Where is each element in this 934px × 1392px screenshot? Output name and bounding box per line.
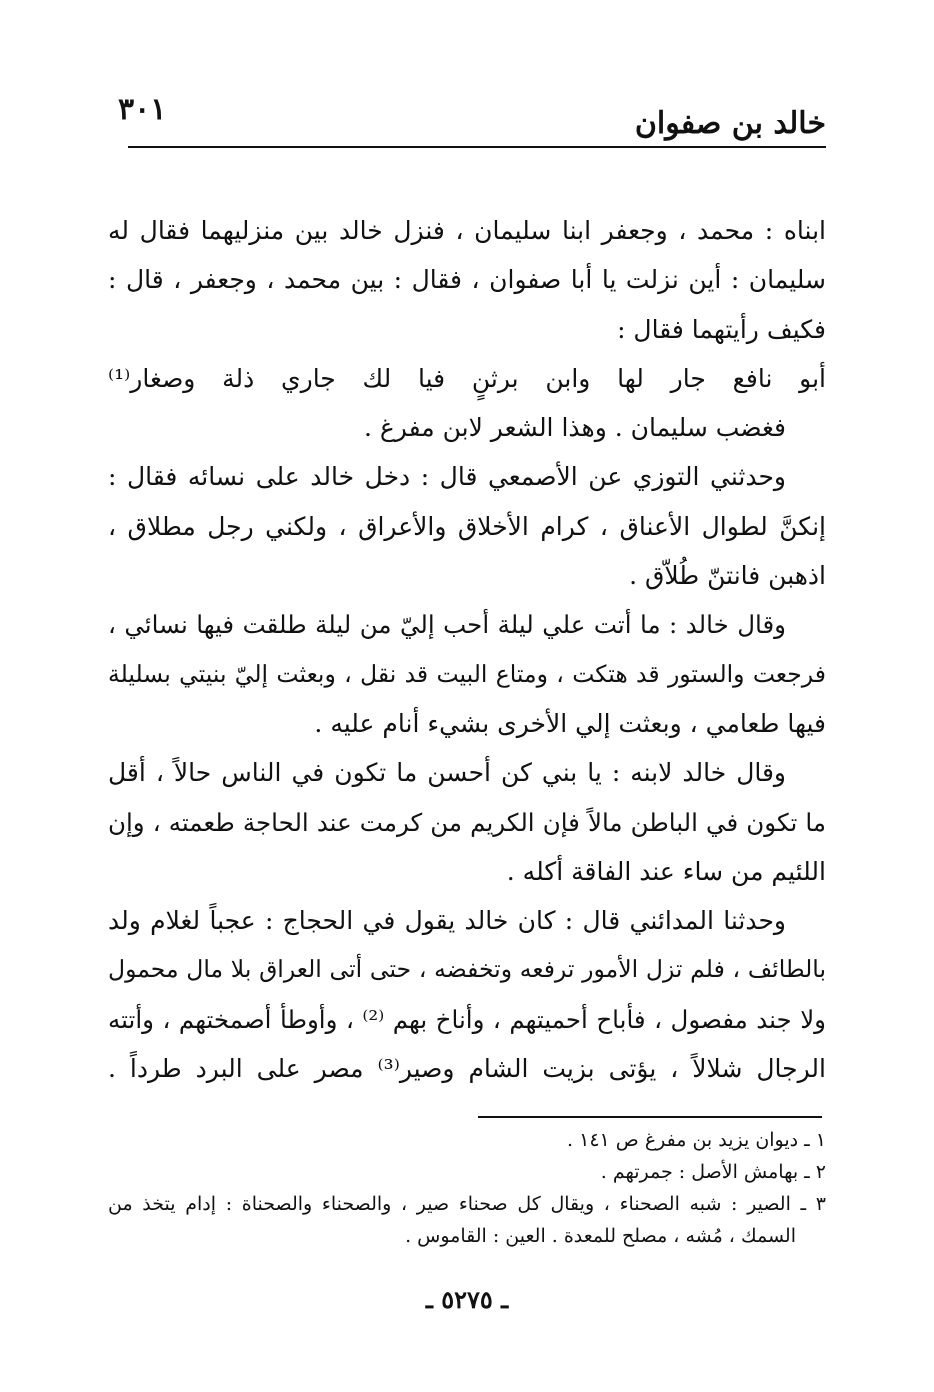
footnotes [108,1124,826,1252]
header-rule [128,146,826,148]
footnote-continuation: السمك ، مُشه ، مصلح للمعدة . العين : القاموس . [405,1225,796,1247]
footnote-rule [478,1116,822,1118]
text-line: اللئيم من ساء عند الفاقة أكله . [506,856,826,886]
text-line: ما تكون في الباطن مالاً فإن الكريم من كرمت عند الحاجة طعمته ، وإن [108,807,826,837]
text-line: فغضب سليمان . وهذا الشعر لابن مفرغ . [364,413,786,443]
text-line: فيها طعامي ، وبعثت إلي الأخرى بشيء أنام عليه . [314,708,826,738]
text-line: اذهبن فانتنّ طُلاّق . [629,561,826,591]
text-line: سليمان : أين نزلت يا أبا صفوان ، فقال : بين محمد ، وجعفر ، قال : [108,265,826,295]
running-head-title: خالد بن صفوان [634,106,826,141]
text-line: ابناه : محمد ، وجعفر ابنا سليمان ، فنزل خالد بين منزليهما فقال له [108,216,826,245]
text-line: ولا جند مفصول ، فأباح أحميتهم ، وأناخ بهم ⁽²⁾ ، وأوطأ أصمختهم ، وأتته [108,1004,826,1034]
footnote: ١ ـ ديوان يزيد بن مفرغ ص ١٤١ . [567,1129,826,1151]
text-line: وقال خالد لابنه : يا بني كن أحسن ما تكون في الناس حالاً ، أقل [108,758,786,788]
text-line: بالطائف ، فلم تزل الأمور ترفعه وتخفضه ، حتى أتى العراق بلا مال محمول [108,955,826,984]
text-line: وحدثني التوزي عن الأصمعي قال : دخل خالد على نسائه فقال : [108,462,786,492]
text-line: فرجعت والستور قد هتكت ، ومتاع البيت قد نقل ، وبعثت إليّ بنيتي بسليلة [108,659,826,688]
text-line: إنكنَّ لطوال الأعناق ، كرام الأخلاق والأعراق ، ولكني رجل مطلاق ، [108,511,826,541]
text-line: وحدثنا المدائني قال : كان خالد يقول في الحجاج : عجباً لغلام ولد [108,906,786,936]
page-number: ٣٠١ [118,92,167,127]
text-line: وقال خالد : ما أتت علي ليلة أحب إليّ من ليلة طلقت فيها نسائي ، [108,610,786,640]
text-line: فكيف رأيتهما فقال : [617,314,826,344]
text-line: الرجال شلالاً ، يؤتى بزيت الشام وصير⁽³⁾ مصر على البرد طرداً . [108,1054,826,1084]
main-text [108,206,826,1093]
folio-number: ـ ٥٢٧٥ ـ [425,1285,509,1314]
verse-line: أبو نافع جار لها وابن برثنٍ فيا لك جاري ذلة وصغار⁽¹⁾ [108,363,826,393]
footnote: ٣ ـ الصير : شبه الصحناء ، ويقال كل صحناء صير ، والصحناء والصحناة : إدام يتخذ من [108,1193,826,1215]
footnote: ٢ ـ بهامش الأصل : جمرتهم . [600,1161,826,1183]
